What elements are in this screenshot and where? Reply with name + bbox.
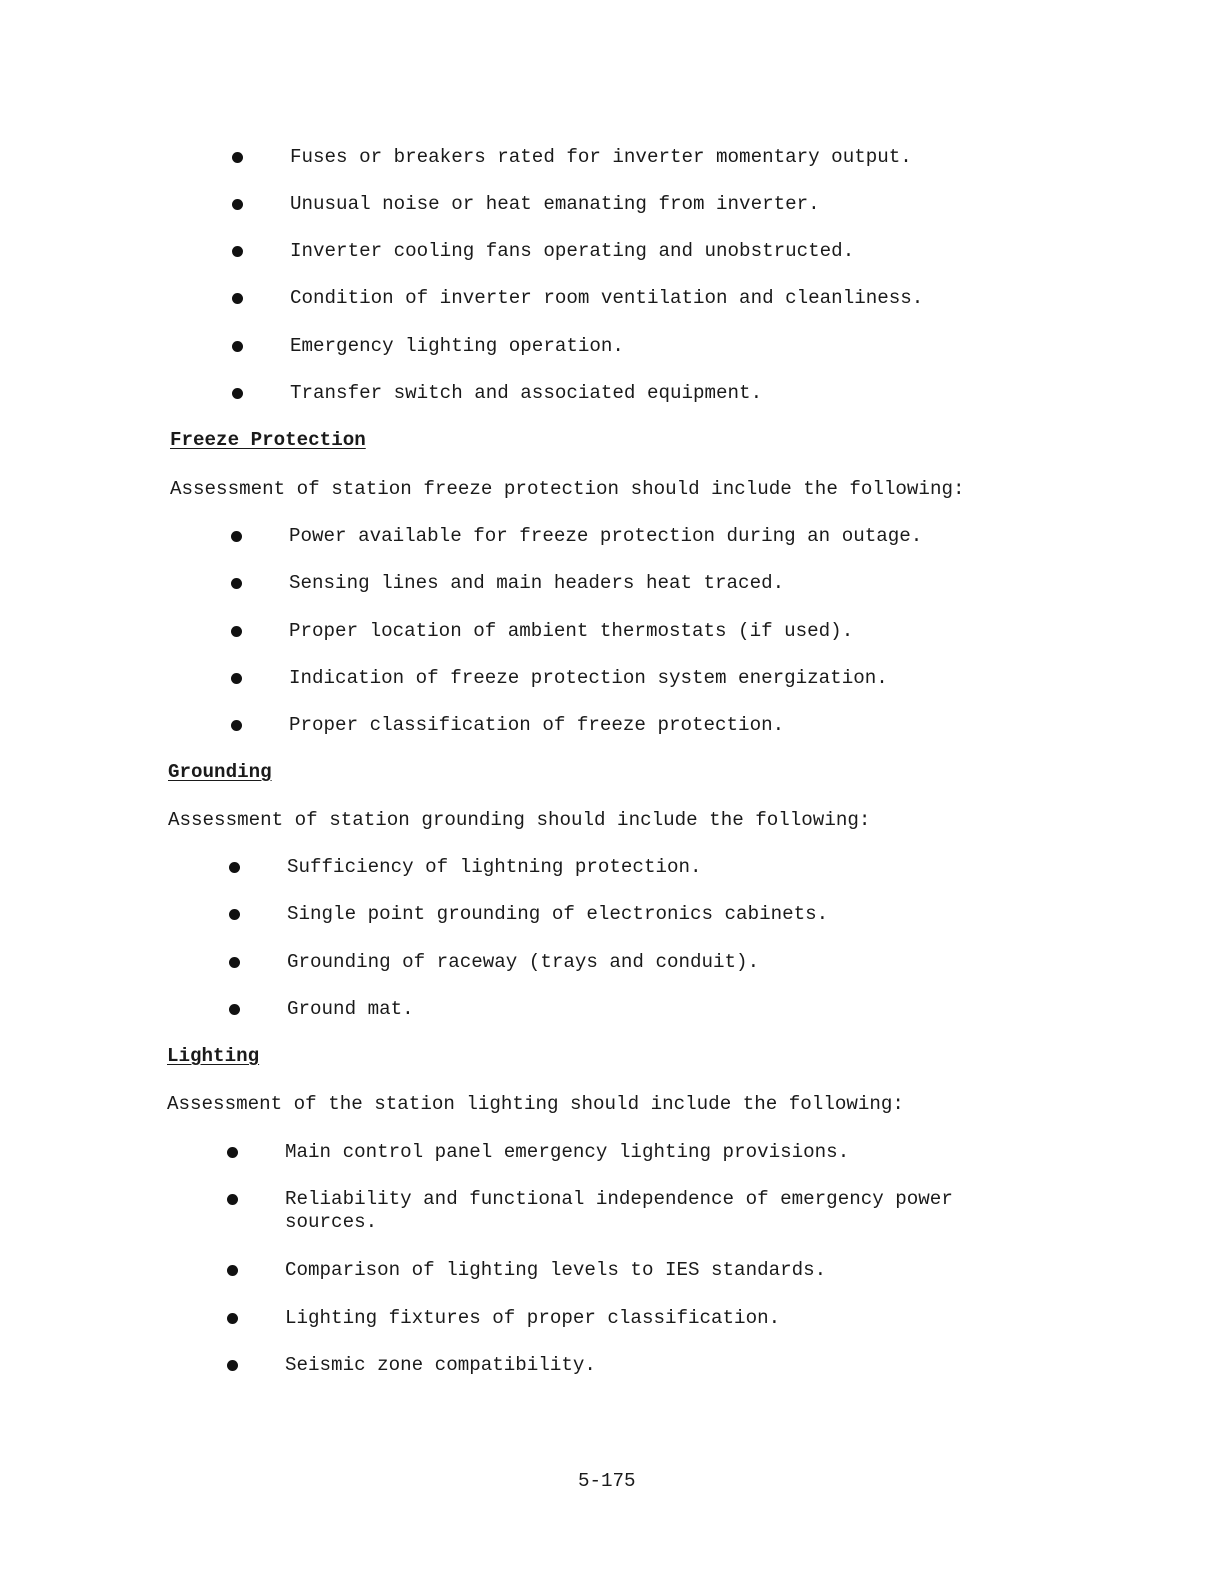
bullet-icon: [231, 626, 242, 637]
bullet-icon: [232, 388, 243, 399]
bullet-icon: [232, 246, 243, 257]
bullet-icon: [229, 862, 240, 873]
list-item: Power available for freeze protection during an outage.: [289, 525, 923, 547]
list-item: Ground mat.: [287, 998, 414, 1020]
list-item: Unusual noise or heat emanating from inverter.: [290, 193, 820, 215]
list-item: Grounding of raceway (trays and conduit).: [287, 951, 760, 973]
page-number: 5-175: [578, 1470, 636, 1492]
bullet-icon: [232, 199, 243, 210]
list-item: Proper location of ambient thermostats (if used).: [289, 620, 854, 642]
list-item: Comparison of lighting levels to IES standards.: [285, 1259, 827, 1281]
section-heading: Lighting: [167, 1045, 260, 1067]
bullet-icon: [227, 1313, 238, 1324]
bullet-icon: [227, 1265, 238, 1276]
bullet-icon: [232, 293, 243, 304]
section-intro: Assessment of station freeze protection should include the following:: [170, 478, 965, 500]
list-item: Proper classification of freeze protection.: [289, 714, 785, 736]
bullet-icon: [231, 720, 242, 731]
list-item: Indication of freeze protection system energization.: [289, 667, 888, 689]
bullet-icon: [232, 152, 243, 163]
list-item: Single point grounding of electronics cabinets.: [287, 903, 829, 925]
section-intro: Assessment of the station lighting should include the following:: [167, 1093, 904, 1115]
list-item: Sensing lines and main headers heat traced.: [289, 572, 785, 594]
bullet-icon: [231, 673, 242, 684]
list-item: Transfer switch and associated equipment.: [290, 382, 763, 404]
bullet-icon: [229, 957, 240, 968]
section-heading: Freeze Protection: [170, 429, 366, 451]
bullet-icon: [231, 531, 242, 542]
list-item: Sufficiency of lightning protection.: [287, 856, 702, 878]
bullet-icon: [227, 1147, 238, 1158]
bullet-icon: [227, 1194, 238, 1205]
bullet-icon: [227, 1360, 238, 1371]
list-item: Seismic zone compatibility.: [285, 1354, 596, 1376]
list-item: Emergency lighting operation.: [290, 335, 624, 357]
section-intro: Assessment of station grounding should include the following:: [168, 809, 871, 831]
list-item: Main control panel emergency lighting provisions.: [285, 1141, 850, 1163]
list-item: Fuses or breakers rated for inverter momentary output.: [290, 146, 912, 168]
list-item: Condition of inverter room ventilation and cleanliness.: [290, 287, 924, 309]
list-item: Inverter cooling fans operating and unobstructed.: [290, 240, 855, 262]
list-item: Reliability and functional independence of emergency power: [285, 1188, 953, 1210]
bullet-icon: [231, 578, 242, 589]
list-item-continuation: sources.: [285, 1211, 378, 1233]
bullet-icon: [229, 1004, 240, 1015]
section-heading: Grounding: [168, 761, 272, 783]
list-item: Lighting fixtures of proper classification.: [285, 1307, 781, 1329]
bullet-icon: [232, 341, 243, 352]
bullet-icon: [229, 909, 240, 920]
